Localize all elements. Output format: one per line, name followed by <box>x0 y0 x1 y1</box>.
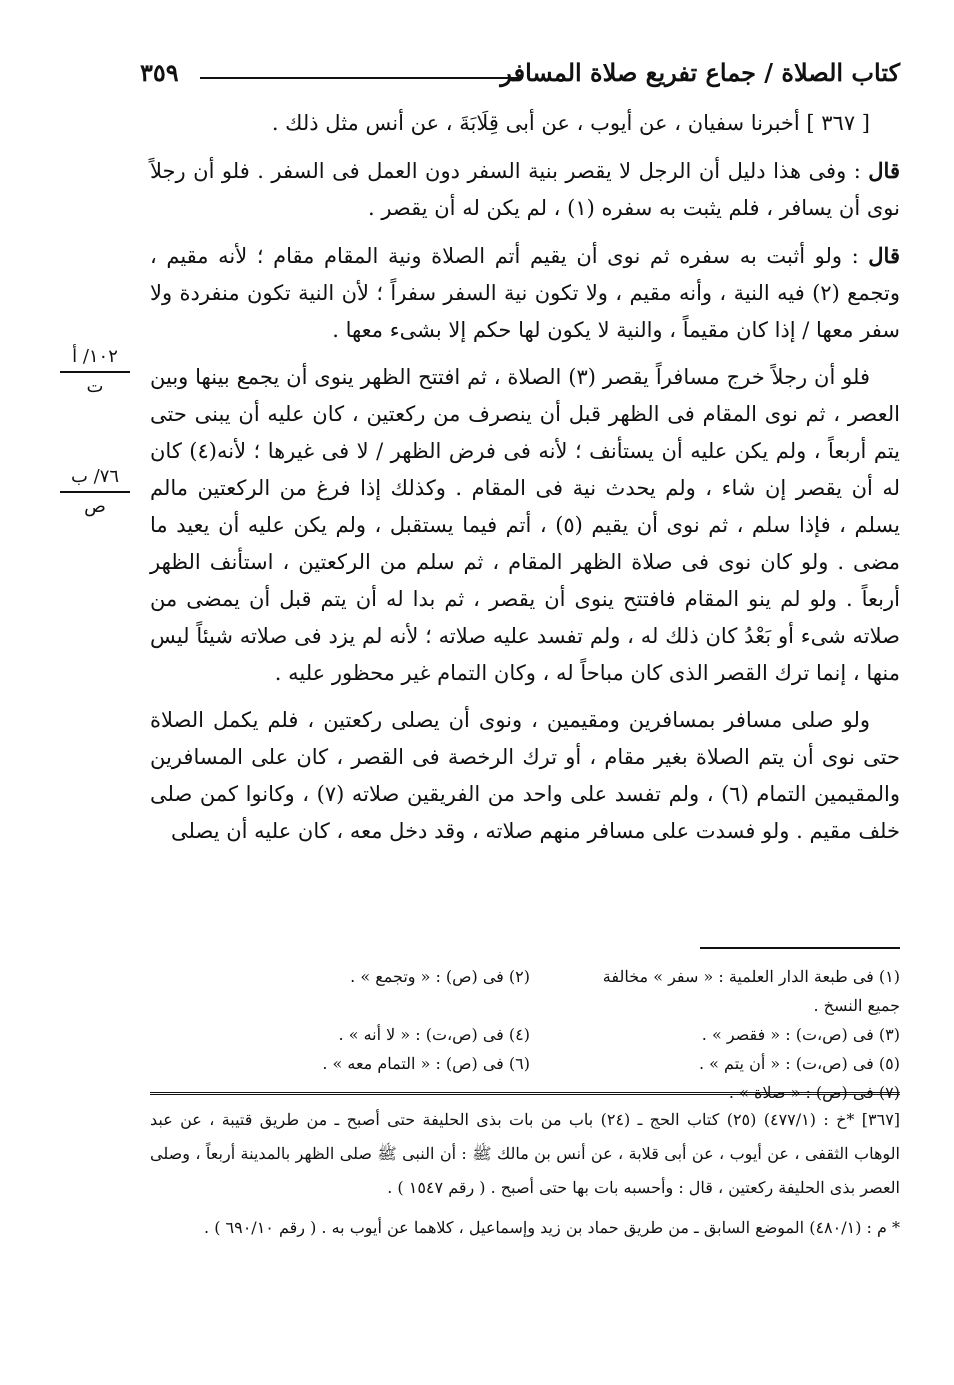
margin-note-siglum: ص <box>84 496 106 517</box>
header-rule <box>200 77 520 79</box>
source-bukhari: [٣٦٧] *خ : (٤٧٧/١) (٢٥) كتاب الحج ـ (٢٤) باب من بات بذى الحليفة حتى أصبح ـ من طريق قتيبة ، عن عبد الوهاب الثقفى ، عن أيوب ، عن أبى قلابة ، عن أنس بن مالك ﷺ : أن النبى ﷺ صلى الظهر بالمدينة أربعاً ، وصلى العصر بذى الحليفة ركعتين ، قال : وأحسبه بات بها حتى أصبح . ( رقم ١٥٤٧ ) . <box>150 1110 901 1197</box>
paragraph-text: فلو أن رجلاً خرج مسافراً يقصر (٣) الصلاة ، ثم افتتح الظهر ينوى أن يجمع بينها وبين العصر ، ثم نوى المقام فى الظهر قبل أن ينصرف من ركعتين ، كان عليه أن يبنى حتى يتم أربعاً ، ولم يكن عليه أن يستأنف ؛ لأنه فى فرض الظهر / لا فى غيرها ؛ لأنه(٤) كان له أن يقصر إن شاء ، ولم يحدث نية فى المقام . وكذلك إذا فرغ من الركعتين مالم يسلم ، فإذا سلم ، ثم نوى أن يقيم (٥) ، أتم فيما يستقبل ، ولم يكن عليه أن يعيد ما مضى . ولو كان نوى فى صلاة الظهر المقام ، ثم سلم من الركعتين ، استأنف الظهر أربعاً . ولو لم ينو المقام فافتتح ينوى أن يقصر ، ثم بدا له أن يتم قبل أن يمضى من صلاته شىء أو بَعْدُ كان ذلك له ، ولم تفسد عليه صلاته ؛ لأنه لم يزد فى صلاته شيئاً ليس منها ، إنما ترك القصر الذى كان مباحاً له ، وكان التمام غير محظور عليه . <box>150 365 900 685</box>
paragraph-text: : ولو أثبت به سفره ثم نوى أن يقيم أتم الصلاة ونية المقام مقام ؛ لأنه مقيم ، وتجمع (٢) فيه النية ، وأنه مقيم ، ولا تكون نية السفر سفراً ؛ لأن النية تكون منفردة ولا سفر معها / إذا كان مقيماً ، والنية لا يكون لها حكم إلا بشىء معها . <box>150 244 900 342</box>
paragraph-imam-travelers <box>150 702 900 850</box>
paragraph-text: ولو صلى مسافر بمسافرين ومقيمين ، ونوى أن يصلى ركعتين ، فلم يكمل الصلاة حتى نوى أن يتم الصلاة بغير مقام ، أو ترك الرخصة فى القصر ، كان على المسافرين والمقيمين التمام (٦) ، ولم تفسد على واحد من الفريقين صلاته (٧) ، وكانوا كمن صلى خلف مقيم . ولو فسدت على مسافر منهم صلاته ، وقد دخل معه ، كان عليه أن يصلى <box>150 708 900 843</box>
footnote-3: (٣) فى (ص،ت) : « فقصر » . <box>701 1025 900 1044</box>
paragraph-qal-2 <box>150 237 900 349</box>
footnotes <box>200 962 900 1107</box>
header-title: كتاب الصلاة / جماع تفريع صلاة المسافر <box>500 58 900 87</box>
main-text <box>150 105 900 860</box>
paragraph-lead: قال <box>868 158 900 183</box>
margin-note-ms-s <box>60 465 130 519</box>
paragraph-report <box>150 105 900 142</box>
footnote-5: (٥) فى (ص،ت) : « أن يتم » . <box>699 1054 900 1073</box>
paragraph-lead: قال <box>868 243 900 268</box>
footnote-rule <box>700 947 900 949</box>
footnote-6: (٦) فى (ص) : « التمام معه » . <box>322 1054 530 1073</box>
footnote-2: (٢) فى (ص) : « وتجمع » . <box>350 967 530 986</box>
paragraph-qal-1 <box>150 152 900 227</box>
page-number: ٣٥٩ <box>140 58 179 87</box>
margin-note-folio: ١٠٢/ أ <box>60 345 130 373</box>
margin-note-siglum: ت <box>86 376 104 397</box>
paragraph-text: : وفى هذا دليل أن الرجل لا يقصر بنية السفر دون العمل فى السفر . فلو أن رجلاً نوى أن يسافر ، فلم يثبت به سفره (١) ، لم يكن له أن يقصر . <box>150 159 900 220</box>
hadith-sources <box>150 1103 900 1251</box>
footnote-1: (١) فى طبعة الدار العلمية : « سفر » مخالفة جميع النسخ . <box>602 967 900 1015</box>
sources-rule <box>150 1092 900 1095</box>
margin-note-ms-t <box>60 345 130 399</box>
paragraph-text: [ ٣٦٧ ] أخبرنا سفيان ، عن أيوب ، عن أبى قِلَابَةَ ، عن أنس مثل ذلك . <box>271 111 870 135</box>
source-muslim: * م : (٤٨٠/١) الموضع السابق ـ من طريق حماد بن زيد وإسماعيل ، كلاهما عن أيوب به . ( رقم ٦٩٠/١٠ ) . <box>204 1218 900 1237</box>
paragraph-traveler-dhuhr <box>150 359 900 692</box>
margin-note-folio: ٧٦/ ب <box>60 465 130 493</box>
footnote-4: (٤) فى (ص،ت) : « لا أنه » . <box>338 1025 530 1044</box>
running-header <box>140 50 900 94</box>
footnote-7: (٧) فى (ص) : « صلاة » . <box>728 1083 900 1102</box>
